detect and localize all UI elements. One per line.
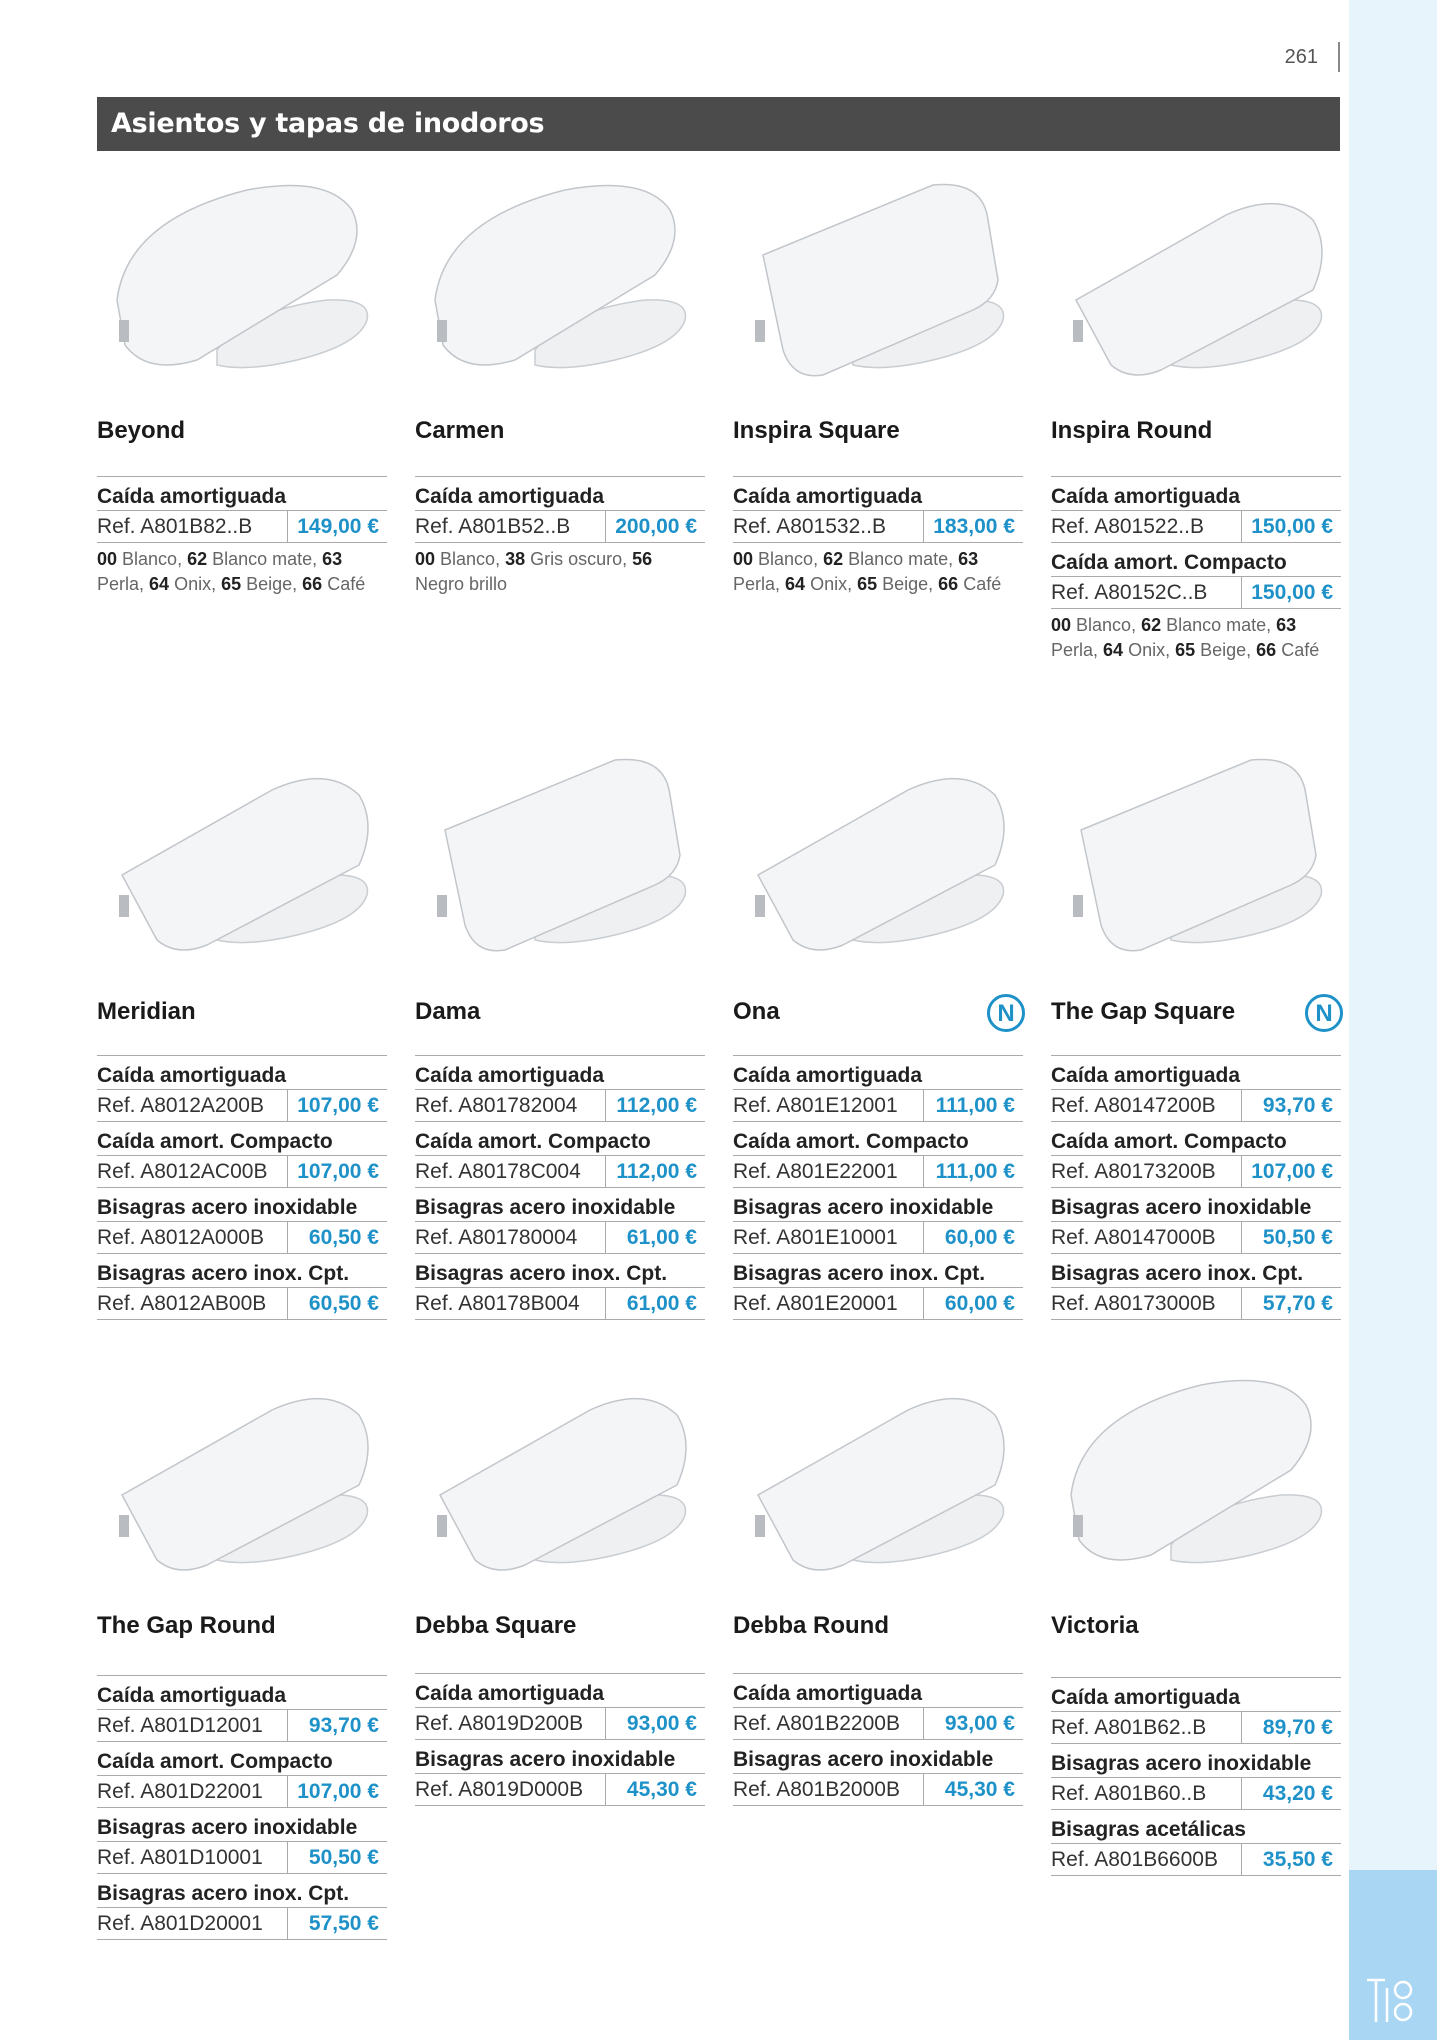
price: 93,00 €	[944, 1712, 1015, 1735]
variant-label: Bisagras acero inoxidable	[1051, 1752, 1312, 1775]
variant-label: Bisagras acetálicas	[1051, 1818, 1246, 1841]
price-table	[733, 1673, 1023, 1806]
variant-label: Bisagras acero inox. Cpt.	[733, 1262, 986, 1285]
product-image	[1051, 160, 1341, 390]
price: 35,50 €	[1262, 1848, 1333, 1871]
color-label: Onix,	[1123, 640, 1176, 660]
product-image	[97, 1355, 387, 1585]
price-row	[415, 510, 705, 543]
reference-code: Ref. A801E10001	[733, 1222, 924, 1253]
color-label: Café	[958, 574, 1002, 594]
color-code: 00	[733, 549, 754, 569]
product-image	[415, 1355, 705, 1585]
variant-label: Bisagras acero inox. Cpt.	[97, 1882, 350, 1905]
price: 93,00 €	[626, 1712, 697, 1735]
product-image	[1051, 1355, 1341, 1585]
variant-label: Bisagras acero inox. Cpt.	[415, 1262, 668, 1285]
reference-code: Ref. A8019D200B	[415, 1708, 606, 1739]
reference-code: Ref. A8012A000B	[97, 1222, 288, 1253]
price-table	[97, 1675, 387, 1940]
color-label: Blanco,	[435, 549, 506, 569]
product-card	[415, 160, 705, 594]
product-card	[733, 735, 1023, 1315]
price-row	[733, 1773, 1023, 1806]
color-label: Blanco mate,	[207, 549, 323, 569]
variant-label: Caída amortiguada	[1051, 1064, 1241, 1087]
variant-label: Caída amort. Compacto	[97, 1130, 333, 1153]
new-badge: N	[987, 994, 1025, 1032]
color-label: Blanco,	[117, 549, 188, 569]
page-number: 261	[1284, 46, 1318, 68]
product-name: Carmen	[415, 417, 505, 444]
hinge	[755, 1515, 765, 1537]
price: 61,00 €	[626, 1292, 697, 1315]
section-title: Asientos y tapas de inodoros	[111, 108, 545, 139]
reference-code: Ref. A801D10001	[97, 1842, 288, 1873]
section-header	[97, 97, 1340, 151]
product-card	[415, 735, 705, 1315]
price-row	[1051, 1777, 1341, 1810]
product-card	[733, 1355, 1023, 1801]
product-image	[415, 735, 705, 965]
variant-label: Bisagras acero inoxidable	[733, 1196, 994, 1219]
product-card	[1051, 1355, 1341, 1871]
color-label: Perla,	[733, 574, 786, 594]
color-label: Beige,	[1195, 640, 1257, 660]
product-card	[1051, 735, 1341, 1315]
color-label: Perla,	[1051, 640, 1104, 660]
reference-code: Ref. A801B82..B	[97, 511, 288, 542]
price-row	[1051, 1221, 1341, 1254]
color-code: 00	[97, 549, 118, 569]
color-label: Beige,	[877, 574, 939, 594]
hinge	[437, 320, 447, 342]
hinge	[437, 1515, 447, 1537]
price-row	[415, 1287, 705, 1320]
price: 111,00 €	[935, 1094, 1015, 1117]
price: 93,70 €	[1262, 1094, 1333, 1117]
right-sidebar-band	[1349, 0, 1437, 2040]
chapter-tab[interactable]	[1349, 1870, 1437, 2040]
variant-label: Caída amortiguada	[733, 1682, 923, 1705]
variant-label: Bisagras acero inox. Cpt.	[1051, 1262, 1304, 1285]
variant-label: Bisagras acero inox. Cpt.	[97, 1262, 350, 1285]
product-card	[733, 160, 1023, 594]
reference-code: Ref. A8012AB00B	[97, 1288, 288, 1319]
price-row	[733, 1221, 1023, 1254]
variant-label: Bisagras acero inoxidable	[733, 1748, 994, 1771]
hinge	[119, 895, 129, 917]
price: 149,00 €	[297, 515, 379, 538]
price-table	[733, 1055, 1023, 1320]
variant-label: Bisagras acero inoxidable	[1051, 1196, 1312, 1219]
price: 107,00 €	[297, 1094, 379, 1117]
price: 60,50 €	[308, 1226, 379, 1249]
variant-label: Caída amortiguada	[415, 485, 605, 508]
variant-label: Caída amortiguada	[1051, 1686, 1241, 1709]
reference-code: Ref. A80178C004	[415, 1156, 606, 1187]
page-number-divider	[1338, 42, 1340, 72]
reference-code: Ref. A801E20001	[733, 1288, 924, 1319]
reference-code: Ref. A80147200B	[1051, 1090, 1242, 1121]
color-code: 63	[958, 549, 979, 569]
color-code: 38	[505, 549, 526, 569]
product-name: Meridian	[97, 998, 196, 1025]
reference-code: Ref. A80178B004	[415, 1288, 606, 1319]
color-options	[733, 547, 1023, 597]
color-label: Perla,	[97, 574, 150, 594]
product-image	[733, 1355, 1023, 1585]
color-code: 66	[1256, 640, 1277, 660]
price: 150,00 €	[1251, 581, 1333, 604]
price-row	[1051, 576, 1341, 609]
variant-label: Bisagras acero inoxidable	[415, 1748, 676, 1771]
hinge	[1073, 320, 1083, 342]
product-card	[97, 735, 387, 1315]
price: 45,30 €	[944, 1778, 1015, 1801]
variant-label: Bisagras acero inoxidable	[97, 1816, 358, 1839]
color-label: Negro brillo	[415, 574, 508, 594]
price: 111,00 €	[935, 1160, 1015, 1183]
product-image	[415, 160, 705, 390]
hinge	[437, 895, 447, 917]
reference-code: Ref. A801522..B	[1051, 511, 1242, 542]
reference-code: Ref. A801780004	[415, 1222, 606, 1253]
color-code: 64	[1103, 640, 1124, 660]
price-row	[1051, 1711, 1341, 1744]
hinge	[1073, 895, 1083, 917]
hinge	[119, 1515, 129, 1537]
product-image	[733, 160, 1023, 390]
product-name: Beyond	[97, 417, 186, 444]
product-image	[1051, 735, 1341, 965]
price: 107,00 €	[297, 1160, 379, 1183]
product-name: Dama	[415, 998, 481, 1025]
chapter-logo-icon	[1363, 1974, 1417, 2028]
reference-code: Ref. A8019D000B	[415, 1774, 606, 1805]
price: 112,00 €	[616, 1094, 697, 1117]
product-card	[415, 1355, 705, 1801]
price: 50,50 €	[308, 1846, 379, 1869]
color-label: Blanco,	[1071, 615, 1142, 635]
price-table	[97, 476, 387, 597]
price-row	[97, 1155, 387, 1188]
price-row	[733, 1707, 1023, 1740]
price-row	[97, 510, 387, 543]
variant-label: Caída amortiguada	[415, 1682, 605, 1705]
reference-code: Ref. A801B2000B	[733, 1774, 924, 1805]
reference-code: Ref. A801B52..B	[415, 511, 606, 542]
price: 93,70 €	[308, 1714, 379, 1737]
price-row	[415, 1773, 705, 1806]
price-table	[1051, 476, 1341, 663]
reference-code: Ref. A801B2200B	[733, 1708, 924, 1739]
color-code: 65	[857, 574, 878, 594]
variant-label: Caída amortiguada	[97, 1684, 287, 1707]
product-name: Inspira Square	[733, 417, 900, 444]
variant-label: Caída amortiguada	[97, 1064, 287, 1087]
price-row	[97, 1775, 387, 1808]
product-image	[97, 160, 387, 390]
variant-label: Caída amort. Compacto	[97, 1750, 333, 1773]
price-table	[415, 1055, 705, 1320]
price: 60,00 €	[944, 1292, 1015, 1315]
price-row	[97, 1841, 387, 1874]
color-code: 00	[415, 549, 436, 569]
reference-code: Ref. A801D12001	[97, 1710, 288, 1741]
price: 89,70 €	[1262, 1716, 1333, 1739]
color-code: 63	[322, 549, 343, 569]
price-row	[733, 1089, 1023, 1122]
hinge	[119, 320, 129, 342]
color-code: 65	[221, 574, 242, 594]
price-table	[733, 476, 1023, 597]
color-label: Onix,	[169, 574, 222, 594]
reference-code: Ref. A801E12001	[733, 1090, 924, 1121]
price: 107,00 €	[297, 1780, 379, 1803]
price: 61,00 €	[626, 1226, 697, 1249]
price-table	[415, 1673, 705, 1806]
reference-code: Ref. A80173000B	[1051, 1288, 1242, 1319]
color-options	[97, 547, 387, 597]
product-image	[97, 735, 387, 965]
color-code: 00	[1051, 615, 1072, 635]
variant-label: Caída amortiguada	[1051, 485, 1241, 508]
reference-code: Ref. A80152C..B	[1051, 577, 1242, 608]
price-table	[1051, 1055, 1341, 1320]
hinge	[755, 895, 765, 917]
color-code: 62	[187, 549, 208, 569]
color-label: Blanco mate,	[1161, 615, 1277, 635]
color-label: Blanco mate,	[843, 549, 959, 569]
product-image	[733, 735, 1023, 965]
price-row	[1051, 1843, 1341, 1876]
price-table	[97, 1055, 387, 1320]
product-name: The Gap Round	[97, 1612, 276, 1639]
color-code: 65	[1175, 640, 1196, 660]
reference-code: Ref. A801E22001	[733, 1156, 924, 1187]
price-row	[415, 1089, 705, 1122]
price: 60,00 €	[944, 1226, 1015, 1249]
price-row	[1051, 1089, 1341, 1122]
hinge	[755, 320, 765, 342]
reference-code: Ref. A8012A200B	[97, 1090, 288, 1121]
product-name: Debba Square	[415, 1612, 577, 1639]
color-label: Beige,	[241, 574, 303, 594]
price-row	[733, 1155, 1023, 1188]
variant-label: Caída amort. Compacto	[415, 1130, 651, 1153]
price: 50,50 €	[1262, 1226, 1333, 1249]
product-name: The Gap Square	[1051, 998, 1236, 1025]
price-row	[97, 1221, 387, 1254]
variant-label: Caída amortiguada	[97, 485, 287, 508]
variant-label: Bisagras acero inoxidable	[97, 1196, 358, 1219]
color-options	[415, 547, 705, 597]
price: 183,00 €	[933, 515, 1015, 538]
reference-code: Ref. A801D22001	[97, 1776, 288, 1807]
price-table	[1051, 1677, 1341, 1876]
price-row	[97, 1709, 387, 1742]
price-row	[1051, 1155, 1341, 1188]
price: 112,00 €	[616, 1160, 697, 1183]
price-row	[733, 510, 1023, 543]
price-row	[415, 1707, 705, 1740]
reference-code: Ref. A80173200B	[1051, 1156, 1242, 1187]
product-card	[97, 160, 387, 594]
color-code: 56	[632, 549, 653, 569]
price-row	[97, 1089, 387, 1122]
price-row	[1051, 1287, 1341, 1320]
color-code: 64	[785, 574, 806, 594]
price-row	[97, 1907, 387, 1940]
price: 200,00 €	[615, 515, 697, 538]
color-options	[1051, 613, 1341, 663]
price: 57,70 €	[1262, 1292, 1333, 1315]
color-code: 66	[938, 574, 959, 594]
price: 45,30 €	[626, 1778, 697, 1801]
reference-code: Ref. A801B6600B	[1051, 1844, 1242, 1875]
price-row	[1051, 510, 1341, 543]
variant-label: Caída amortiguada	[733, 485, 923, 508]
variant-label: Caída amort. Compacto	[733, 1130, 969, 1153]
new-badge: N	[1305, 994, 1343, 1032]
color-label: Onix,	[805, 574, 858, 594]
price: 150,00 €	[1251, 515, 1333, 538]
variant-label: Caída amort. Compacto	[1051, 551, 1287, 574]
price-row	[97, 1287, 387, 1320]
product-name: Ona	[733, 998, 780, 1025]
price-table	[415, 476, 705, 597]
reference-code: Ref. A801782004	[415, 1090, 606, 1121]
product-name: Debba Round	[733, 1612, 889, 1639]
color-code: 62	[823, 549, 844, 569]
product-card	[1051, 160, 1341, 660]
color-label: Café	[1276, 640, 1320, 660]
product-name: Inspira Round	[1051, 417, 1213, 444]
product-name: Victoria	[1051, 1612, 1139, 1639]
reference-code: Ref. A801D20001	[97, 1908, 288, 1939]
price-row	[733, 1287, 1023, 1320]
color-code: 62	[1141, 615, 1162, 635]
price-row	[415, 1155, 705, 1188]
color-code: 64	[149, 574, 170, 594]
product-card	[97, 1355, 387, 1935]
price: 107,00 €	[1251, 1160, 1333, 1183]
color-code: 66	[302, 574, 323, 594]
variant-label: Caída amort. Compacto	[1051, 1130, 1287, 1153]
color-label: Blanco,	[753, 549, 824, 569]
color-label: Café	[322, 574, 366, 594]
reference-code: Ref. A8012AC00B	[97, 1156, 288, 1187]
price: 60,50 €	[308, 1292, 379, 1315]
color-label: Gris oscuro,	[525, 549, 633, 569]
variant-label: Caída amortiguada	[733, 1064, 923, 1087]
price: 57,50 €	[308, 1912, 379, 1935]
price: 43,20 €	[1262, 1782, 1333, 1805]
reference-code: Ref. A801B62..B	[1051, 1712, 1242, 1743]
reference-code: Ref. A801B60..B	[1051, 1778, 1242, 1809]
price-row	[415, 1221, 705, 1254]
reference-code: Ref. A80147000B	[1051, 1222, 1242, 1253]
reference-code: Ref. A801532..B	[733, 511, 924, 542]
variant-label: Bisagras acero inoxidable	[415, 1196, 676, 1219]
color-code: 63	[1276, 615, 1297, 635]
variant-label: Caída amortiguada	[415, 1064, 605, 1087]
hinge	[1073, 1515, 1083, 1537]
